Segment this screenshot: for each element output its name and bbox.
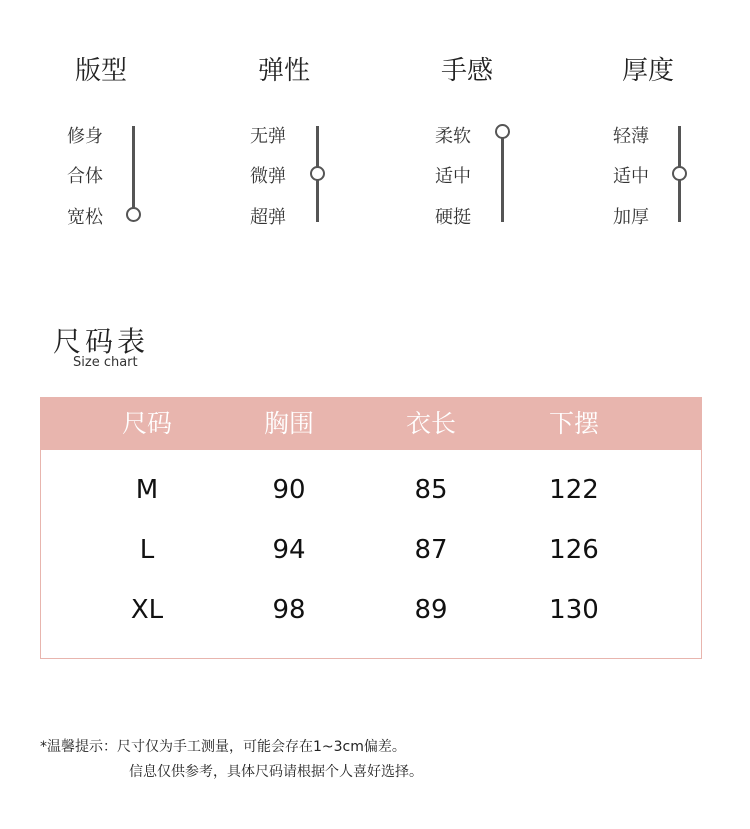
table-cell: 130 bbox=[549, 595, 599, 625]
scale-track bbox=[132, 126, 135, 211]
scale-track bbox=[501, 136, 504, 222]
table-cell: 89 bbox=[414, 595, 448, 625]
attribute-option: 适中 bbox=[435, 166, 471, 187]
table-header bbox=[41, 398, 701, 450]
table-cell: 98 bbox=[272, 595, 306, 625]
table-cell: 122 bbox=[549, 475, 599, 505]
attribute-option: 硬挺 bbox=[435, 207, 471, 228]
notice-line-2: 信息仅供参考，具体尺码请根据个人喜好选择。 bbox=[129, 764, 423, 780]
table-cell: XL bbox=[130, 595, 164, 625]
size-chart-subtitle: Size chart bbox=[73, 355, 138, 370]
attribute-option: 适中 bbox=[613, 166, 649, 187]
table-cell: 90 bbox=[272, 475, 306, 505]
attribute-title: 厚度 bbox=[622, 56, 675, 86]
scale-indicator-icon bbox=[126, 207, 141, 222]
attribute-option: 合体 bbox=[67, 166, 103, 187]
attribute-option: 无弹 bbox=[250, 126, 286, 147]
notice-line-1: *温馨提示：尺寸仅为手工测量，可能会存在1~3cm偏差。 bbox=[40, 739, 406, 755]
table-cell: 126 bbox=[549, 535, 599, 565]
attribute-option: 加厚 bbox=[613, 207, 649, 228]
scale-indicator-icon bbox=[495, 124, 510, 139]
attribute-title: 版型 bbox=[75, 56, 128, 86]
attribute-title: 手感 bbox=[441, 56, 494, 86]
scale-indicator-icon bbox=[672, 166, 687, 181]
table-cell: M bbox=[135, 475, 159, 505]
table-cell: 85 bbox=[414, 475, 448, 505]
table-cell: 87 bbox=[414, 535, 448, 565]
scale-indicator-icon bbox=[310, 166, 325, 181]
header-length: 衣长 bbox=[405, 409, 456, 438]
attribute-option: 超弹 bbox=[250, 207, 286, 228]
attribute-option: 轻薄 bbox=[613, 126, 649, 147]
header-size: 尺码 bbox=[121, 409, 172, 438]
attribute-option: 修身 bbox=[67, 126, 103, 147]
header-chest: 胸围 bbox=[263, 409, 314, 438]
size-chart-title: 尺码表 bbox=[53, 325, 150, 358]
attribute-option: 宽松 bbox=[67, 207, 103, 228]
attribute-title: 弹性 bbox=[258, 56, 311, 86]
header-hem: 下摆 bbox=[548, 409, 599, 438]
table-cell: L bbox=[139, 535, 155, 565]
table-cell: 94 bbox=[272, 535, 306, 565]
attribute-option: 柔软 bbox=[435, 126, 471, 147]
size-table bbox=[40, 397, 702, 659]
attribute-option: 微弹 bbox=[250, 166, 286, 187]
